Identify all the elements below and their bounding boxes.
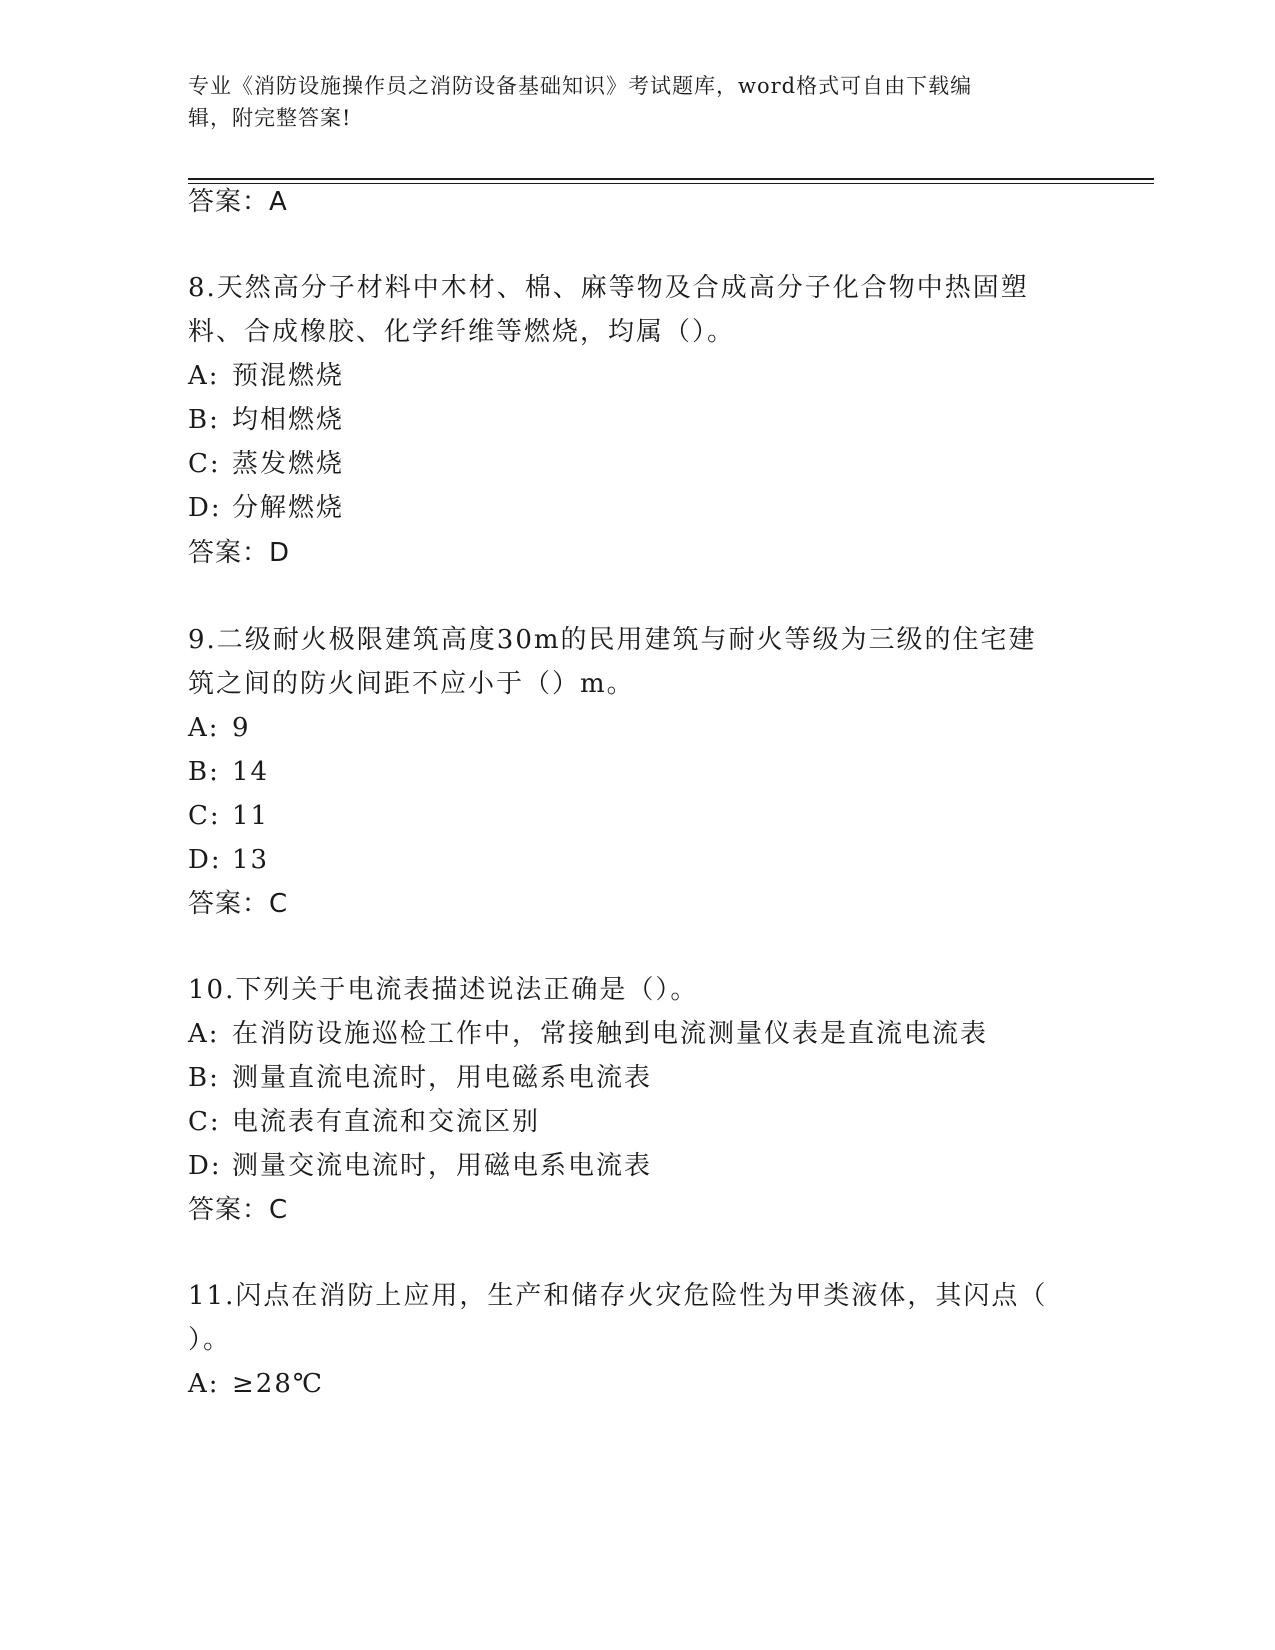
question-8-option-a — [188, 358, 344, 394]
question-9-option-c — [188, 798, 269, 834]
option-letter: A: — [188, 1019, 220, 1049]
option-letter: D: — [188, 493, 222, 523]
option-text: 13 — [232, 845, 270, 875]
header-divider-thin — [188, 183, 1154, 184]
question-8-stem-line-1: 8.天然高分子材料中木材、棉、麻等物及合成高分子化合物中热固塑 — [188, 273, 1029, 303]
question-10-option-b — [188, 1060, 652, 1096]
option-letter: A: — [188, 361, 220, 391]
option-text: ≥28℃ — [232, 1369, 324, 1399]
option-text: 11 — [232, 801, 270, 831]
option-letter: B: — [188, 405, 220, 435]
document-header — [188, 70, 1068, 134]
question-10-option-c — [188, 1104, 540, 1140]
previous-answer: 答案：A — [188, 187, 288, 217]
header-divider — [188, 178, 1154, 180]
question-11-stem-line-2: ）。 — [188, 1325, 232, 1355]
option-letter: D: — [188, 845, 222, 875]
option-text: 蒸发燃烧 — [232, 449, 345, 479]
question-9-option-a — [188, 710, 251, 746]
option-text: 分解燃烧 — [232, 493, 345, 523]
question-9-stem-line-1: 9.二级耐火极限建筑高度30m的民用建筑与耐火等级为三级的住宅建 — [188, 625, 1037, 655]
option-text: 测量交流电流时，用磁电系电流表 — [232, 1151, 653, 1181]
option-letter: D: — [188, 1151, 222, 1181]
option-text: 均相燃烧 — [232, 405, 345, 435]
option-letter: A: — [188, 713, 220, 743]
option-text: 9 — [232, 713, 251, 743]
option-letter: C: — [188, 801, 221, 831]
option-letter: C: — [188, 449, 221, 479]
option-text: 在消防设施巡检工作中，常接触到电流测量仪表是直流电流表 — [232, 1019, 989, 1049]
option-text: 14 — [232, 757, 270, 787]
option-letter: A: — [188, 1369, 220, 1399]
question-10-answer: 答案：C — [188, 1195, 289, 1225]
question-9-answer: 答案：C — [188, 889, 289, 919]
option-text: 测量直流电流时，用电磁系电流表 — [232, 1063, 653, 1093]
question-8-stem-line-2: 料、合成橡胶、化学纤维等燃烧，均属（）。 — [188, 317, 736, 347]
option-letter: B: — [188, 757, 220, 787]
question-10-option-a — [188, 1016, 988, 1052]
question-8-option-d — [188, 490, 344, 526]
header-line-2: 辑，附完整答案! — [188, 106, 352, 130]
question-9-stem-line-2: 筑之间的防火间距不应小于（）m。 — [188, 669, 635, 699]
question-8-option-b — [188, 402, 344, 438]
question-8-answer: 答案：D — [188, 538, 291, 568]
question-11-option-a — [188, 1366, 324, 1402]
question-11-stem-line-1: 11.闪点在消防上应用，生产和储存火灾危险性为甲类液体，其闪点（ — [188, 1281, 1048, 1311]
question-10-stem-line-1: 10.下列关于电流表描述说法正确是（）。 — [188, 975, 699, 1005]
option-letter: B: — [188, 1063, 220, 1093]
option-text: 电流表有直流和交流区别 — [232, 1107, 541, 1137]
question-8-option-c — [188, 446, 344, 482]
option-text: 预混燃烧 — [232, 361, 345, 391]
header-line-1: 专业《消防设施操作员之消防设备基础知识》考试题库，word格式可自由下载编 — [188, 74, 973, 98]
question-9-option-b — [188, 754, 269, 790]
option-letter: C: — [188, 1107, 221, 1137]
question-9-option-d — [188, 842, 269, 878]
question-10-option-d — [188, 1148, 652, 1184]
